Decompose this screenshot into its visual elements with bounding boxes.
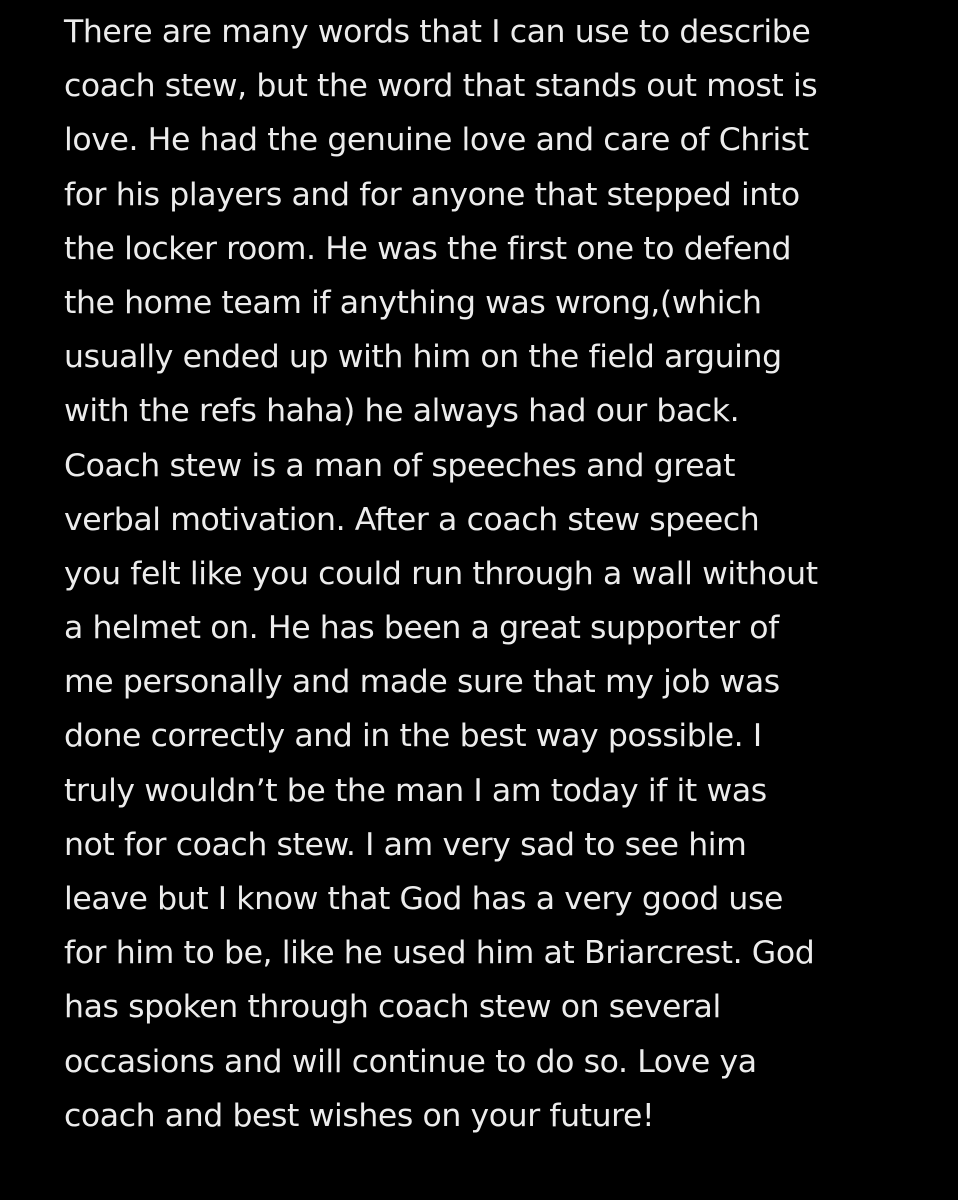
note-line: coach stew, but the word that stands out most is [64,68,818,105]
note-line: Coach stew is a man of speeches and great [64,447,736,484]
note-line: There are many words that I can use to describe [64,14,811,50]
note-line: with the refs haha) he always had our back. [64,393,740,430]
note-line: verbal motivation. After a coach stew speech [64,501,760,538]
note-text-body [64,5,944,1143]
note-line: coach and best wishes on your future! [64,1097,655,1134]
note-line: for him to be, like he used him at Briarcrest. God [64,935,815,972]
note-line: usually ended up with him on the field arguing [64,339,782,376]
note-line: truly wouldn’t be the man I am today if it was [64,772,767,809]
note-line: has spoken through coach stew on several [64,989,721,1026]
note-line: a helmet on. He has been a great supporter of [64,610,779,647]
note-line: not for coach stew. I am very sad to see him [64,826,747,863]
note-line: the home team if anything was wrong,(which [64,284,762,321]
note-line: occasions and will continue to do so. Love ya [64,1043,757,1080]
note-line: for his players and for anyone that stepped into [64,176,800,213]
note-line: done correctly and in the best way possible. I [64,718,762,755]
note-line: leave but I know that God has a very good use [64,881,783,917]
note-line: you felt like you could run through a wall without [64,555,818,592]
note-line: the locker room. He was the first one to defend [64,230,792,267]
note-line: me personally and made sure that my job was [64,664,780,701]
note-line: love. He had the genuine love and care of Christ [64,122,809,159]
